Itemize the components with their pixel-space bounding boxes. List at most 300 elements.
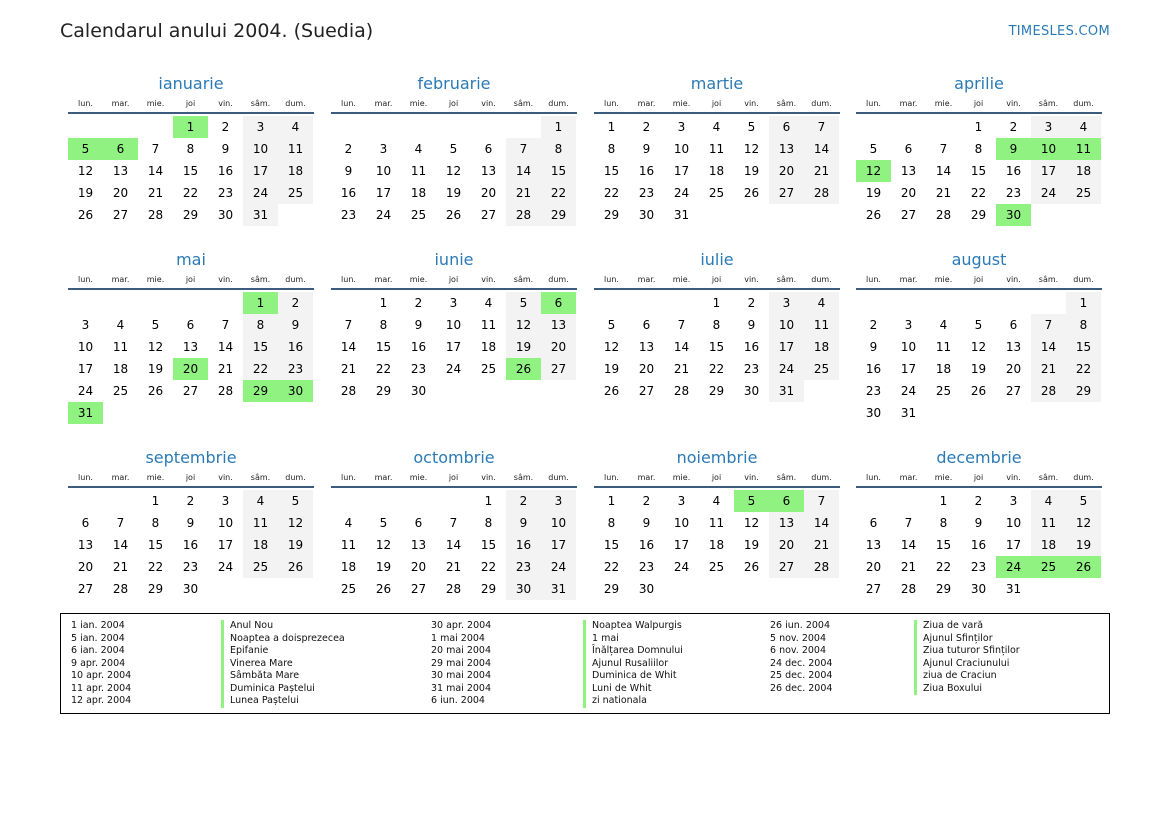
day-cell: 24 <box>445 362 462 376</box>
weekday-label: lun. <box>604 275 619 284</box>
day-cell: 25 <box>1066 182 1101 204</box>
empty-cell <box>331 490 366 512</box>
day-cell: 13 <box>112 164 129 178</box>
weekday-label: sâm. <box>776 99 797 108</box>
day-cell: 31 <box>1005 582 1022 596</box>
month-martie <box>594 72 840 226</box>
empty-cell <box>401 116 436 138</box>
day-cell: 22 <box>375 362 392 376</box>
day-cell: 3 <box>243 116 278 138</box>
legend-date: 1 ian. 2004 <box>71 620 125 631</box>
day-cell: 31 <box>243 204 278 226</box>
day-cell: 5 <box>747 120 756 134</box>
day-cell: 27 <box>769 182 804 204</box>
day-cell: 19 <box>743 538 760 552</box>
weekday-label: joi <box>973 275 984 284</box>
day-cell: 15 <box>603 538 620 552</box>
day-cell: 5 <box>506 292 541 314</box>
legend-dates-col-1 <box>71 620 131 708</box>
day-cell: 29 <box>182 208 199 222</box>
day-cell: 17 <box>243 160 278 182</box>
weekday-label: sâm. <box>513 473 534 482</box>
weekday-label: sâm. <box>776 275 797 284</box>
day-cell: 23 <box>638 560 655 574</box>
day-cell: 28 <box>445 582 462 596</box>
day-cell: 22 <box>708 362 725 376</box>
day-cell: 1 <box>484 494 493 508</box>
day-cell: 14 <box>673 340 690 354</box>
day-cell: 13 <box>769 138 804 160</box>
day-cell: 1 <box>607 120 616 134</box>
day-cell: 4 <box>712 120 721 134</box>
weekday-label: vin. <box>481 473 496 482</box>
day-cell: 13 <box>638 340 655 354</box>
weekday-label: mie. <box>672 275 691 284</box>
month-iulie <box>594 248 840 402</box>
weekday-label: mar. <box>111 473 130 482</box>
day-cell: 8 <box>1066 314 1101 336</box>
empty-cell <box>103 116 138 138</box>
day-cell: 30 <box>970 582 987 596</box>
day-cell: 20 <box>1005 362 1022 376</box>
weekday-label: mar. <box>637 473 656 482</box>
day-cell: 10 <box>673 142 690 156</box>
day-cell: 10 <box>769 314 804 336</box>
weekday-label: joi <box>448 473 459 482</box>
day-cell: 16 <box>865 362 882 376</box>
weekday-label: dum. <box>548 473 569 482</box>
day-cell: 15 <box>970 164 987 178</box>
day-cell: 18 <box>112 362 129 376</box>
day-cell-holiday: 29 <box>243 380 278 402</box>
legend-date: 6 nov. 2004 <box>770 645 826 656</box>
day-cell: 14 <box>804 512 839 534</box>
day-cell: 27 <box>541 358 576 380</box>
day-cell: 9 <box>344 164 353 178</box>
day-cell: 28 <box>506 204 541 226</box>
empty-cell <box>331 116 366 138</box>
month-mai <box>68 248 314 424</box>
day-cell: 9 <box>974 516 983 530</box>
day-cell: 21 <box>112 560 129 574</box>
day-cell: 10 <box>541 512 576 534</box>
day-cell: 8 <box>974 142 983 156</box>
weekday-label: mar. <box>637 99 656 108</box>
weekday-header <box>331 96 577 114</box>
weekday-header <box>856 272 1102 290</box>
day-cell: 26 <box>865 208 882 222</box>
day-grid <box>68 290 313 424</box>
month-title: octombrie <box>413 448 495 467</box>
day-cell: 8 <box>939 516 948 530</box>
day-cell: 30 <box>217 208 234 222</box>
legend-date: 11 apr. 2004 <box>71 682 132 694</box>
empty-cell <box>103 292 138 314</box>
empty-cell <box>664 292 699 314</box>
day-cell: 24 <box>900 384 917 398</box>
empty-cell <box>856 490 891 512</box>
day-cell: 4 <box>712 494 721 508</box>
weekday-label: dum. <box>1073 473 1094 482</box>
day-cell-holiday: 26 <box>506 358 541 380</box>
day-cell-holiday: 6 <box>103 138 138 160</box>
day-grid <box>331 290 576 402</box>
empty-cell <box>856 292 891 314</box>
empty-cell <box>594 292 629 314</box>
day-cell: 26 <box>77 208 94 222</box>
day-cell: 22 <box>147 560 164 574</box>
month-februarie <box>331 72 577 226</box>
weekday-label: vin. <box>1006 99 1021 108</box>
day-cell: 13 <box>410 538 427 552</box>
day-cell: 19 <box>603 362 620 376</box>
day-cell-holiday: 5 <box>68 138 103 160</box>
month-title: decembrie <box>936 448 1022 467</box>
legend-holiday-name: Ziua de vară <box>914 620 1020 633</box>
empty-cell <box>331 292 366 314</box>
day-cell: 10 <box>673 516 690 530</box>
day-cell: 30 <box>638 208 655 222</box>
day-cell: 27 <box>112 208 129 222</box>
weekday-label: mie. <box>146 99 165 108</box>
legend-holiday-name: Noaptea a doisprezecea <box>221 633 345 646</box>
day-cell: 24 <box>217 560 234 574</box>
day-cell: 23 <box>340 208 357 222</box>
legend-holiday-name: Duminica de Whit <box>583 670 683 683</box>
weekday-header <box>68 470 314 488</box>
day-cell: 17 <box>673 164 690 178</box>
weekday-label: mar. <box>374 473 393 482</box>
empty-cell <box>68 490 103 512</box>
weekday-label: lun. <box>341 99 356 108</box>
day-cell: 24 <box>1031 182 1066 204</box>
weekday-label: mie. <box>934 99 953 108</box>
legend-names-col-3 <box>914 620 1020 695</box>
day-cell: 27 <box>182 384 199 398</box>
day-cell: 13 <box>900 164 917 178</box>
day-cell: 11 <box>804 314 839 336</box>
day-cell: 2 <box>974 494 983 508</box>
day-cell: 4 <box>804 292 839 314</box>
day-cell: 11 <box>112 340 129 354</box>
day-cell: 26 <box>970 384 987 398</box>
day-cell: 13 <box>865 538 882 552</box>
day-cell-holiday: 10 <box>1031 138 1066 160</box>
weekday-label: sâm. <box>513 99 534 108</box>
weekday-label: mar. <box>899 275 918 284</box>
day-cell: 20 <box>769 534 804 556</box>
day-cell: 16 <box>743 340 760 354</box>
day-cell: 28 <box>900 582 917 596</box>
weekday-label: mar. <box>637 275 656 284</box>
day-cell: 9 <box>221 142 230 156</box>
day-cell: 14 <box>900 538 917 552</box>
day-cell: 6 <box>414 516 423 530</box>
day-cell: 21 <box>445 560 462 574</box>
day-cell: 29 <box>603 582 620 596</box>
day-cell: 23 <box>506 556 541 578</box>
weekday-label: joi <box>448 275 459 284</box>
day-cell: 4 <box>243 490 278 512</box>
day-cell-holiday: 30 <box>996 204 1031 226</box>
day-cell: 3 <box>677 494 686 508</box>
day-cell: 8 <box>243 314 278 336</box>
weekday-label: vin. <box>1006 473 1021 482</box>
legend-date: 24 dec. 2004 <box>770 657 833 669</box>
legend-date: 1 mai 2004 <box>431 632 485 644</box>
empty-cell <box>366 116 401 138</box>
month-title: iunie <box>434 250 474 269</box>
day-cell: 1 <box>541 116 576 138</box>
weekday-label: joi <box>448 99 459 108</box>
day-cell: 19 <box>147 362 164 376</box>
day-cell: 15 <box>603 164 620 178</box>
day-cell: 26 <box>278 556 313 578</box>
legend-holiday-name: Ajunul Craciunului <box>914 658 1020 671</box>
day-cell: 1 <box>607 494 616 508</box>
weekday-label: lun. <box>866 473 881 482</box>
day-cell: 17 <box>541 534 576 556</box>
day-cell: 2 <box>414 296 423 310</box>
day-cell: 5 <box>379 516 388 530</box>
legend-date: 6 ian. 2004 <box>71 645 125 656</box>
day-cell: 5 <box>278 490 313 512</box>
day-cell: 16 <box>1005 164 1022 178</box>
day-cell: 8 <box>607 516 616 530</box>
day-cell: 12 <box>603 340 620 354</box>
empty-cell <box>629 292 664 314</box>
day-cell: 1 <box>939 494 948 508</box>
day-cell: 24 <box>769 358 804 380</box>
day-cell: 23 <box>970 560 987 574</box>
weekday-label: sâm. <box>1038 275 1059 284</box>
legend-holiday-name: Ziua tuturor Sfinților <box>914 645 1020 658</box>
day-cell: 12 <box>278 512 313 534</box>
day-cell: 18 <box>243 534 278 556</box>
day-cell: 13 <box>541 314 576 336</box>
day-cell: 20 <box>112 186 129 200</box>
weekday-label: mie. <box>146 473 165 482</box>
legend-holiday-name: ziua de Craciun <box>914 670 1020 683</box>
day-cell: 29 <box>375 384 392 398</box>
day-cell: 14 <box>506 160 541 182</box>
day-cell: 19 <box>743 164 760 178</box>
weekday-label: sâm. <box>1038 473 1059 482</box>
legend-holiday-name: Lunea Paștelui <box>221 695 345 708</box>
day-cell: 6 <box>1009 318 1018 332</box>
day-cell: 27 <box>769 556 804 578</box>
day-cell: 7 <box>449 516 458 530</box>
site-link[interactable]: TIMESLES.COM <box>1008 24 1110 39</box>
empty-cell <box>103 490 138 512</box>
day-cell: 21 <box>506 182 541 204</box>
day-cell: 11 <box>278 138 313 160</box>
day-cell: 18 <box>340 560 357 574</box>
weekday-label: vin. <box>744 473 759 482</box>
weekday-label: sâm. <box>250 275 271 284</box>
weekday-label: sâm. <box>776 473 797 482</box>
day-cell: 30 <box>865 406 882 420</box>
day-cell: 25 <box>708 560 725 574</box>
day-cell: 29 <box>480 582 497 596</box>
weekday-label: mar. <box>899 473 918 482</box>
day-cell: 11 <box>708 516 725 530</box>
month-title: iulie <box>700 250 734 269</box>
day-cell: 6 <box>904 142 913 156</box>
weekday-label: sâm. <box>250 473 271 482</box>
weekday-label: lun. <box>866 99 881 108</box>
day-grid <box>856 488 1101 600</box>
legend-date: 9 apr. 2004 <box>71 657 126 669</box>
day-cell: 21 <box>217 362 234 376</box>
day-cell: 25 <box>935 384 952 398</box>
day-cell: 30 <box>182 582 199 596</box>
weekday-label: joi <box>973 99 984 108</box>
legend-dates-col-3 <box>770 620 832 695</box>
day-cell: 6 <box>869 516 878 530</box>
day-cell: 15 <box>480 538 497 552</box>
day-cell: 29 <box>970 208 987 222</box>
weekday-label: mar. <box>899 99 918 108</box>
day-cell: 16 <box>638 164 655 178</box>
day-cell: 23 <box>278 358 313 380</box>
day-cell: 22 <box>243 358 278 380</box>
empty-cell <box>891 490 926 512</box>
empty-cell <box>891 116 926 138</box>
day-cell: 15 <box>708 340 725 354</box>
weekday-label: mar. <box>374 99 393 108</box>
empty-cell <box>366 490 401 512</box>
day-cell: 22 <box>603 560 620 574</box>
day-cell: 29 <box>147 582 164 596</box>
day-cell: 2 <box>186 494 195 508</box>
day-cell: 28 <box>1031 380 1066 402</box>
weekday-label: mie. <box>672 473 691 482</box>
day-cell: 17 <box>1005 538 1022 552</box>
day-cell: 28 <box>673 384 690 398</box>
weekday-label: vin. <box>481 99 496 108</box>
day-cell: 16 <box>970 538 987 552</box>
day-cell: 22 <box>480 560 497 574</box>
day-cell: 8 <box>541 138 576 160</box>
day-cell: 20 <box>77 560 94 574</box>
day-cell: 17 <box>1031 160 1066 182</box>
day-cell: 2 <box>506 490 541 512</box>
day-cell: 3 <box>81 318 90 332</box>
empty-cell <box>436 116 471 138</box>
day-cell: 9 <box>506 512 541 534</box>
day-cell: 20 <box>769 160 804 182</box>
day-cell: 28 <box>804 182 839 204</box>
day-cell: 4 <box>278 116 313 138</box>
day-cell: 17 <box>445 340 462 354</box>
day-cell: 1 <box>712 296 721 310</box>
legend-date: 30 apr. 2004 <box>431 620 492 631</box>
day-cell: 4 <box>939 318 948 332</box>
day-cell: 14 <box>804 138 839 160</box>
day-cell: 20 <box>638 362 655 376</box>
day-cell: 28 <box>147 208 164 222</box>
day-cell: 14 <box>1031 336 1066 358</box>
day-cell: 29 <box>708 384 725 398</box>
day-cell: 9 <box>278 314 313 336</box>
day-cell: 21 <box>1031 358 1066 380</box>
month-title: mai <box>176 250 206 269</box>
day-cell: 20 <box>480 186 497 200</box>
day-cell: 25 <box>804 358 839 380</box>
weekday-header <box>331 470 577 488</box>
legend-date: 25 dec. 2004 <box>770 670 833 681</box>
legend-date: 12 apr. 2004 <box>71 695 132 706</box>
day-cell: 24 <box>77 384 94 398</box>
day-cell: 24 <box>541 556 576 578</box>
weekday-header <box>856 96 1102 114</box>
weekday-label: joi <box>185 99 196 108</box>
weekday-label: mie. <box>409 275 428 284</box>
legend-holiday-name: Anul Nou <box>221 620 345 633</box>
day-cell: 19 <box>278 534 313 556</box>
day-cell: 30 <box>410 384 427 398</box>
legend-date: 5 ian. 2004 <box>71 632 125 644</box>
day-cell: 5 <box>449 142 458 156</box>
day-cell: 7 <box>344 318 353 332</box>
day-grid <box>68 114 313 226</box>
day-cell: 27 <box>638 384 655 398</box>
day-cell: 2 <box>221 120 230 134</box>
day-cell: 4 <box>1031 490 1066 512</box>
day-cell: 26 <box>603 384 620 398</box>
weekday-label: mie. <box>409 99 428 108</box>
day-cell: 19 <box>865 186 882 200</box>
day-cell: 9 <box>642 516 651 530</box>
weekday-label: mar. <box>111 99 130 108</box>
day-grid <box>331 114 576 226</box>
day-cell: 19 <box>375 560 392 574</box>
weekday-label: sâm. <box>250 99 271 108</box>
day-cell-holiday: 25 <box>1031 556 1066 578</box>
weekday-label: vin. <box>218 275 233 284</box>
month-title: februarie <box>417 74 491 93</box>
day-cell: 3 <box>379 142 388 156</box>
day-cell: 7 <box>506 138 541 160</box>
weekday-label: lun. <box>866 275 881 284</box>
legend-holiday-name: 1 mai <box>583 633 683 646</box>
legend-holiday-name: Vinerea Mare <box>221 658 345 671</box>
day-cell: 26 <box>445 208 462 222</box>
day-cell: 25 <box>410 208 427 222</box>
page-title: Calendarul anului 2004. (Suedia) <box>60 20 374 42</box>
day-cell: 12 <box>147 340 164 354</box>
day-cell: 2 <box>747 296 756 310</box>
empty-cell <box>138 292 173 314</box>
month-noiembrie <box>594 446 840 600</box>
day-cell: 13 <box>769 512 804 534</box>
day-cell: 11 <box>935 340 952 354</box>
day-cell: 23 <box>865 384 882 398</box>
day-cell: 20 <box>865 560 882 574</box>
day-cell: 17 <box>673 538 690 552</box>
weekday-header <box>594 96 840 114</box>
day-cell: 10 <box>1005 516 1022 530</box>
weekday-label: mie. <box>146 275 165 284</box>
weekday-header <box>594 272 840 290</box>
day-cell: 25 <box>278 182 313 204</box>
day-cell: 30 <box>506 578 541 600</box>
day-cell-holiday: 12 <box>856 160 891 182</box>
weekday-label: vin. <box>481 275 496 284</box>
day-cell: 23 <box>638 186 655 200</box>
day-cell: 11 <box>340 538 357 552</box>
